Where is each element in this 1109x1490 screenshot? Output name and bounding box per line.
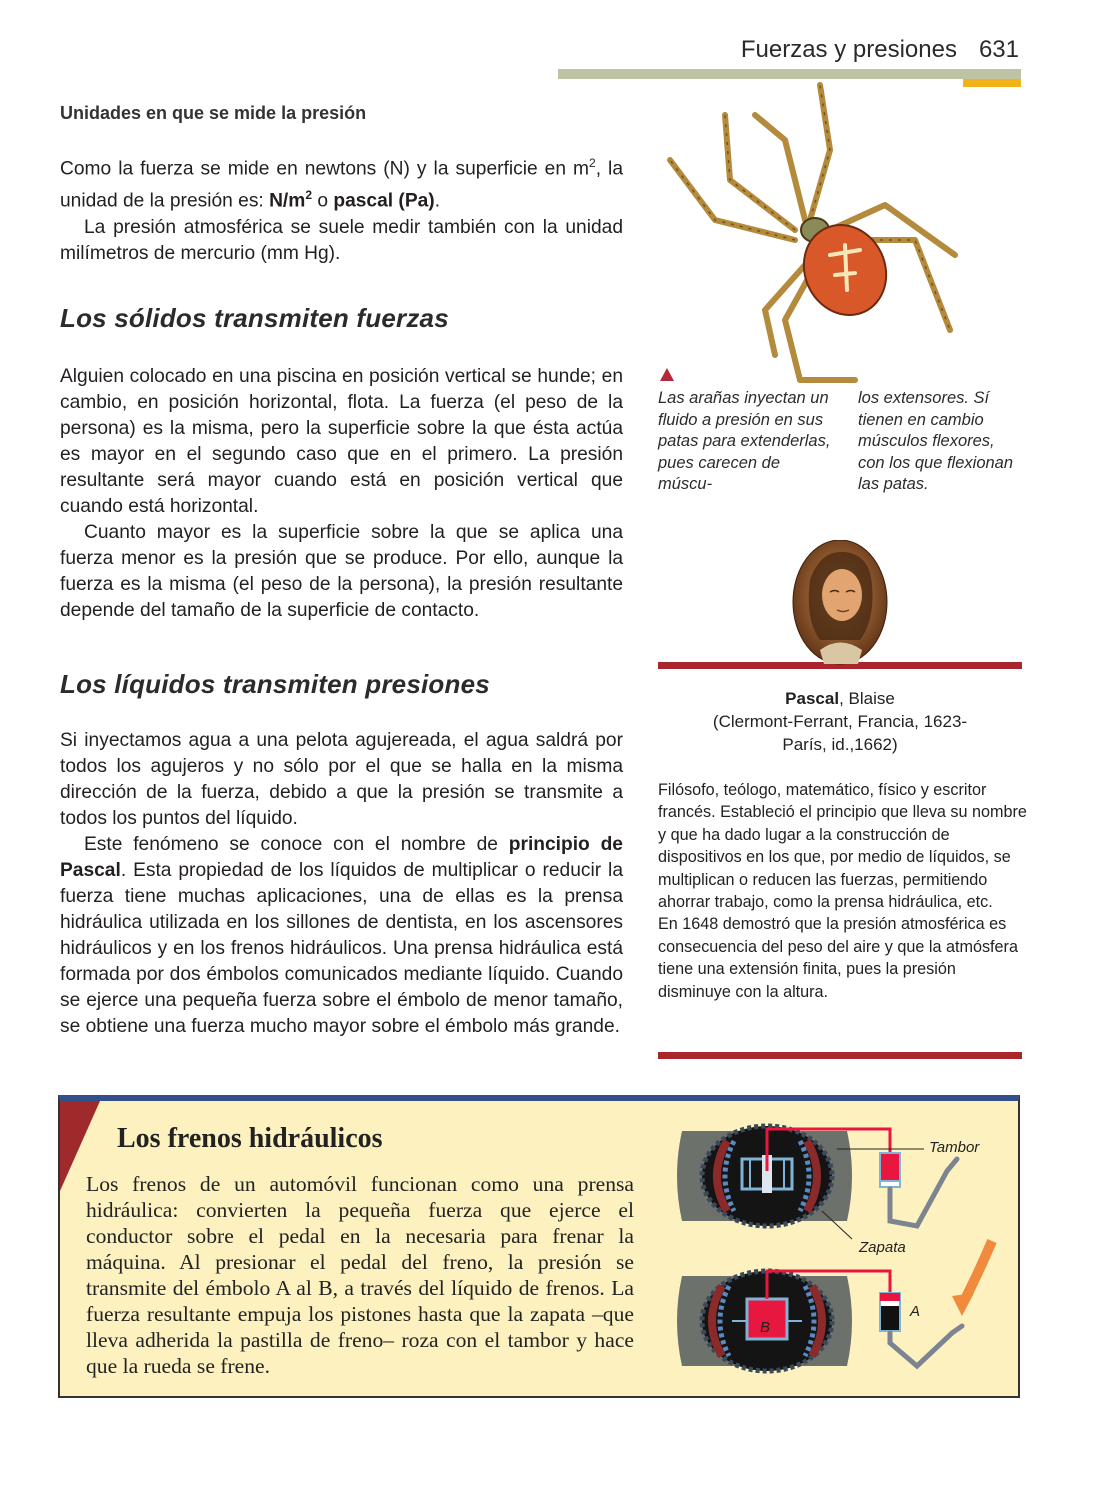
units-body xyxy=(60,150,623,267)
text-span: . Esta propiedad de los líquidos de multiplicar o reducir la fuerza tiene muchas aplicaciones, una de ellas es la prensa hidráulica utilizada en los sillones de dentista, en los ascensores hidráulicos y en los frenos hidráulicos. Una prensa hidráulica está formada por dos émbolos comunicados mediante líquido. Cuando se ejerce una pequeña fuerza sobre el émbolo de menor tamaño, se obtiene una fuerza mucho mayor sobre el émbolo más grande. xyxy=(60,860,623,1037)
units-paragraph-2: La presión atmosférica se suele medir también con la unidad milímetros de mercurio (mm Hg). xyxy=(60,216,623,264)
solids-section-title: Los sólidos transmiten fuerzas xyxy=(60,303,449,333)
spider-caption-col-2: los extensores. Sí tienen en cambio músculos flexores, con los que flexionan las patas. xyxy=(858,389,1014,493)
pascal-name xyxy=(658,687,1022,710)
pascal-bio-paragraph-2: En 1648 demostró que la presión atmosférica es consecuencia del peso del aire y que la atmósfera tiene una extensión finita, pues la presión disminuye con la altura. xyxy=(658,915,1018,1001)
spider-illustration xyxy=(655,80,985,390)
brakes-box-title: Los frenos hidráulicos xyxy=(117,1123,383,1154)
bio-bottom-rule xyxy=(658,1052,1022,1059)
wheel-released xyxy=(677,1126,852,1226)
liquids-section-title: Los líquidos transmiten presiones xyxy=(60,669,490,699)
spider-leg xyxy=(765,265,805,355)
pascal-name-block xyxy=(658,687,1022,756)
spider-caption-col-1: Las arañas inyectan un fluido a presión en sus patas para extenderlas, pues carecen de múscu- xyxy=(658,389,831,493)
label-piston-b: B xyxy=(760,1319,771,1336)
units-subheading: Unidades en que se mide la presión xyxy=(60,103,367,123)
superscript: 2 xyxy=(305,188,313,203)
units-paragraph-1 xyxy=(60,150,623,215)
pascal-bio-paragraph-1: Filósofo, teólogo, matemático, físico y escritor francés. Estableció el principio que lleva su nombre y que ha dado lugar a la construcción de dispositivos en los que, por medio de líquidos, se multiplican o reducen las fuerzas, permitiendo ahorrar trabajo, como la prensa hidráulica, etc. xyxy=(658,781,1027,912)
liquids-paragraph-2 xyxy=(60,832,623,1040)
text-span: Como la fuerza se mide en newtons (N) y la superficie en m xyxy=(60,158,590,180)
spider-leg xyxy=(670,160,795,240)
solids-section xyxy=(60,303,623,334)
header-rule xyxy=(558,69,1021,79)
liquids-paragraph-1: Si inyectamos agua a una pelota agujereada, el agua saldrá por todos los agujeros y no sólo por el que se halla en la misma dirección de la fuerza, debido a que la presión se transmite a todos los puntos del líquido. xyxy=(60,730,623,829)
running-header xyxy=(741,36,1019,64)
chapter-title: Fuerzas y presiones xyxy=(740,36,957,63)
label-tambor: Tambor xyxy=(929,1139,980,1156)
spider-leg xyxy=(810,85,830,220)
pascal-birth: (Clermont-Ferrant, Francia, 1623- xyxy=(712,712,968,731)
caption-pointer-icon xyxy=(660,368,674,381)
unit-pascal: pascal (Pa) xyxy=(333,190,435,212)
brake-diagram xyxy=(672,1111,1012,1396)
liquids-body xyxy=(60,728,623,1040)
master-cylinder-top xyxy=(880,1153,900,1183)
solids-paragraph-2: Cuanto mayor es la superficie sobre la que se aplica una fuerza menor es la presión que se produce. Por ello, aunque la fuerza es la misma (el peso de la persona), la presión resultante depende del tamaño de la superficie de contacto. xyxy=(60,522,623,621)
superscript: 2 xyxy=(589,156,596,170)
force-arrowhead-icon xyxy=(952,1293,974,1316)
pascal-given-name: , Blaise xyxy=(839,689,895,708)
text-span: o xyxy=(312,190,334,212)
solids-body xyxy=(60,364,623,624)
unit-nm2: N/m xyxy=(269,190,306,212)
brakes-box-text: Los frenos de un automóvil funcionan como una prensa hidráulica: convierten la pequeña fuerza que ejerce el conductor sobre el pedal en la necesaria para frenar la máquina. Al presionar el pedal del freno, la presión se transmite del émbolo A al B, a través del líquido de frenos. La fuerza resultante empuja los pistones hasta que la zapata –que lleva adherida la pastilla de freno– roza con el tambor y hace que la rueda se frene. xyxy=(86,1172,634,1378)
text-span: , la unidad de la presión es: xyxy=(60,158,623,212)
pascal-principle-term: principio de Pascal xyxy=(60,834,623,881)
force-arrow-icon xyxy=(964,1241,992,1301)
liquids-section xyxy=(60,669,623,700)
pascal-surname: Pascal xyxy=(785,689,840,708)
text-span: Este fenómeno se conoce con el nombre de xyxy=(84,834,509,855)
pascal-bio-text xyxy=(658,779,1028,1003)
pascal-death: París, id.,1662) xyxy=(782,735,898,754)
text-span: . xyxy=(434,190,441,212)
label-piston-a: A xyxy=(910,1303,921,1320)
page-number: 631 xyxy=(978,36,1019,63)
spider-leg xyxy=(725,115,795,230)
solids-paragraph-1: Alguien colocado en una piscina en posición vertical se hunde; en cambio, en posición horizontal, flota. La fuerza (el peso de la persona) es la misma, pero la superficie sobre la que ésta actúa es mayor en el segundo caso que en el primero. La presión resultante será mayor cuando está en posición vertical que cuando está horizontal. xyxy=(60,366,623,517)
pascal-portrait xyxy=(790,540,890,670)
label-zapata: Zapata xyxy=(859,1239,906,1256)
hydraulic-brakes-box xyxy=(58,1095,1020,1398)
units-subheading-block xyxy=(60,103,623,124)
